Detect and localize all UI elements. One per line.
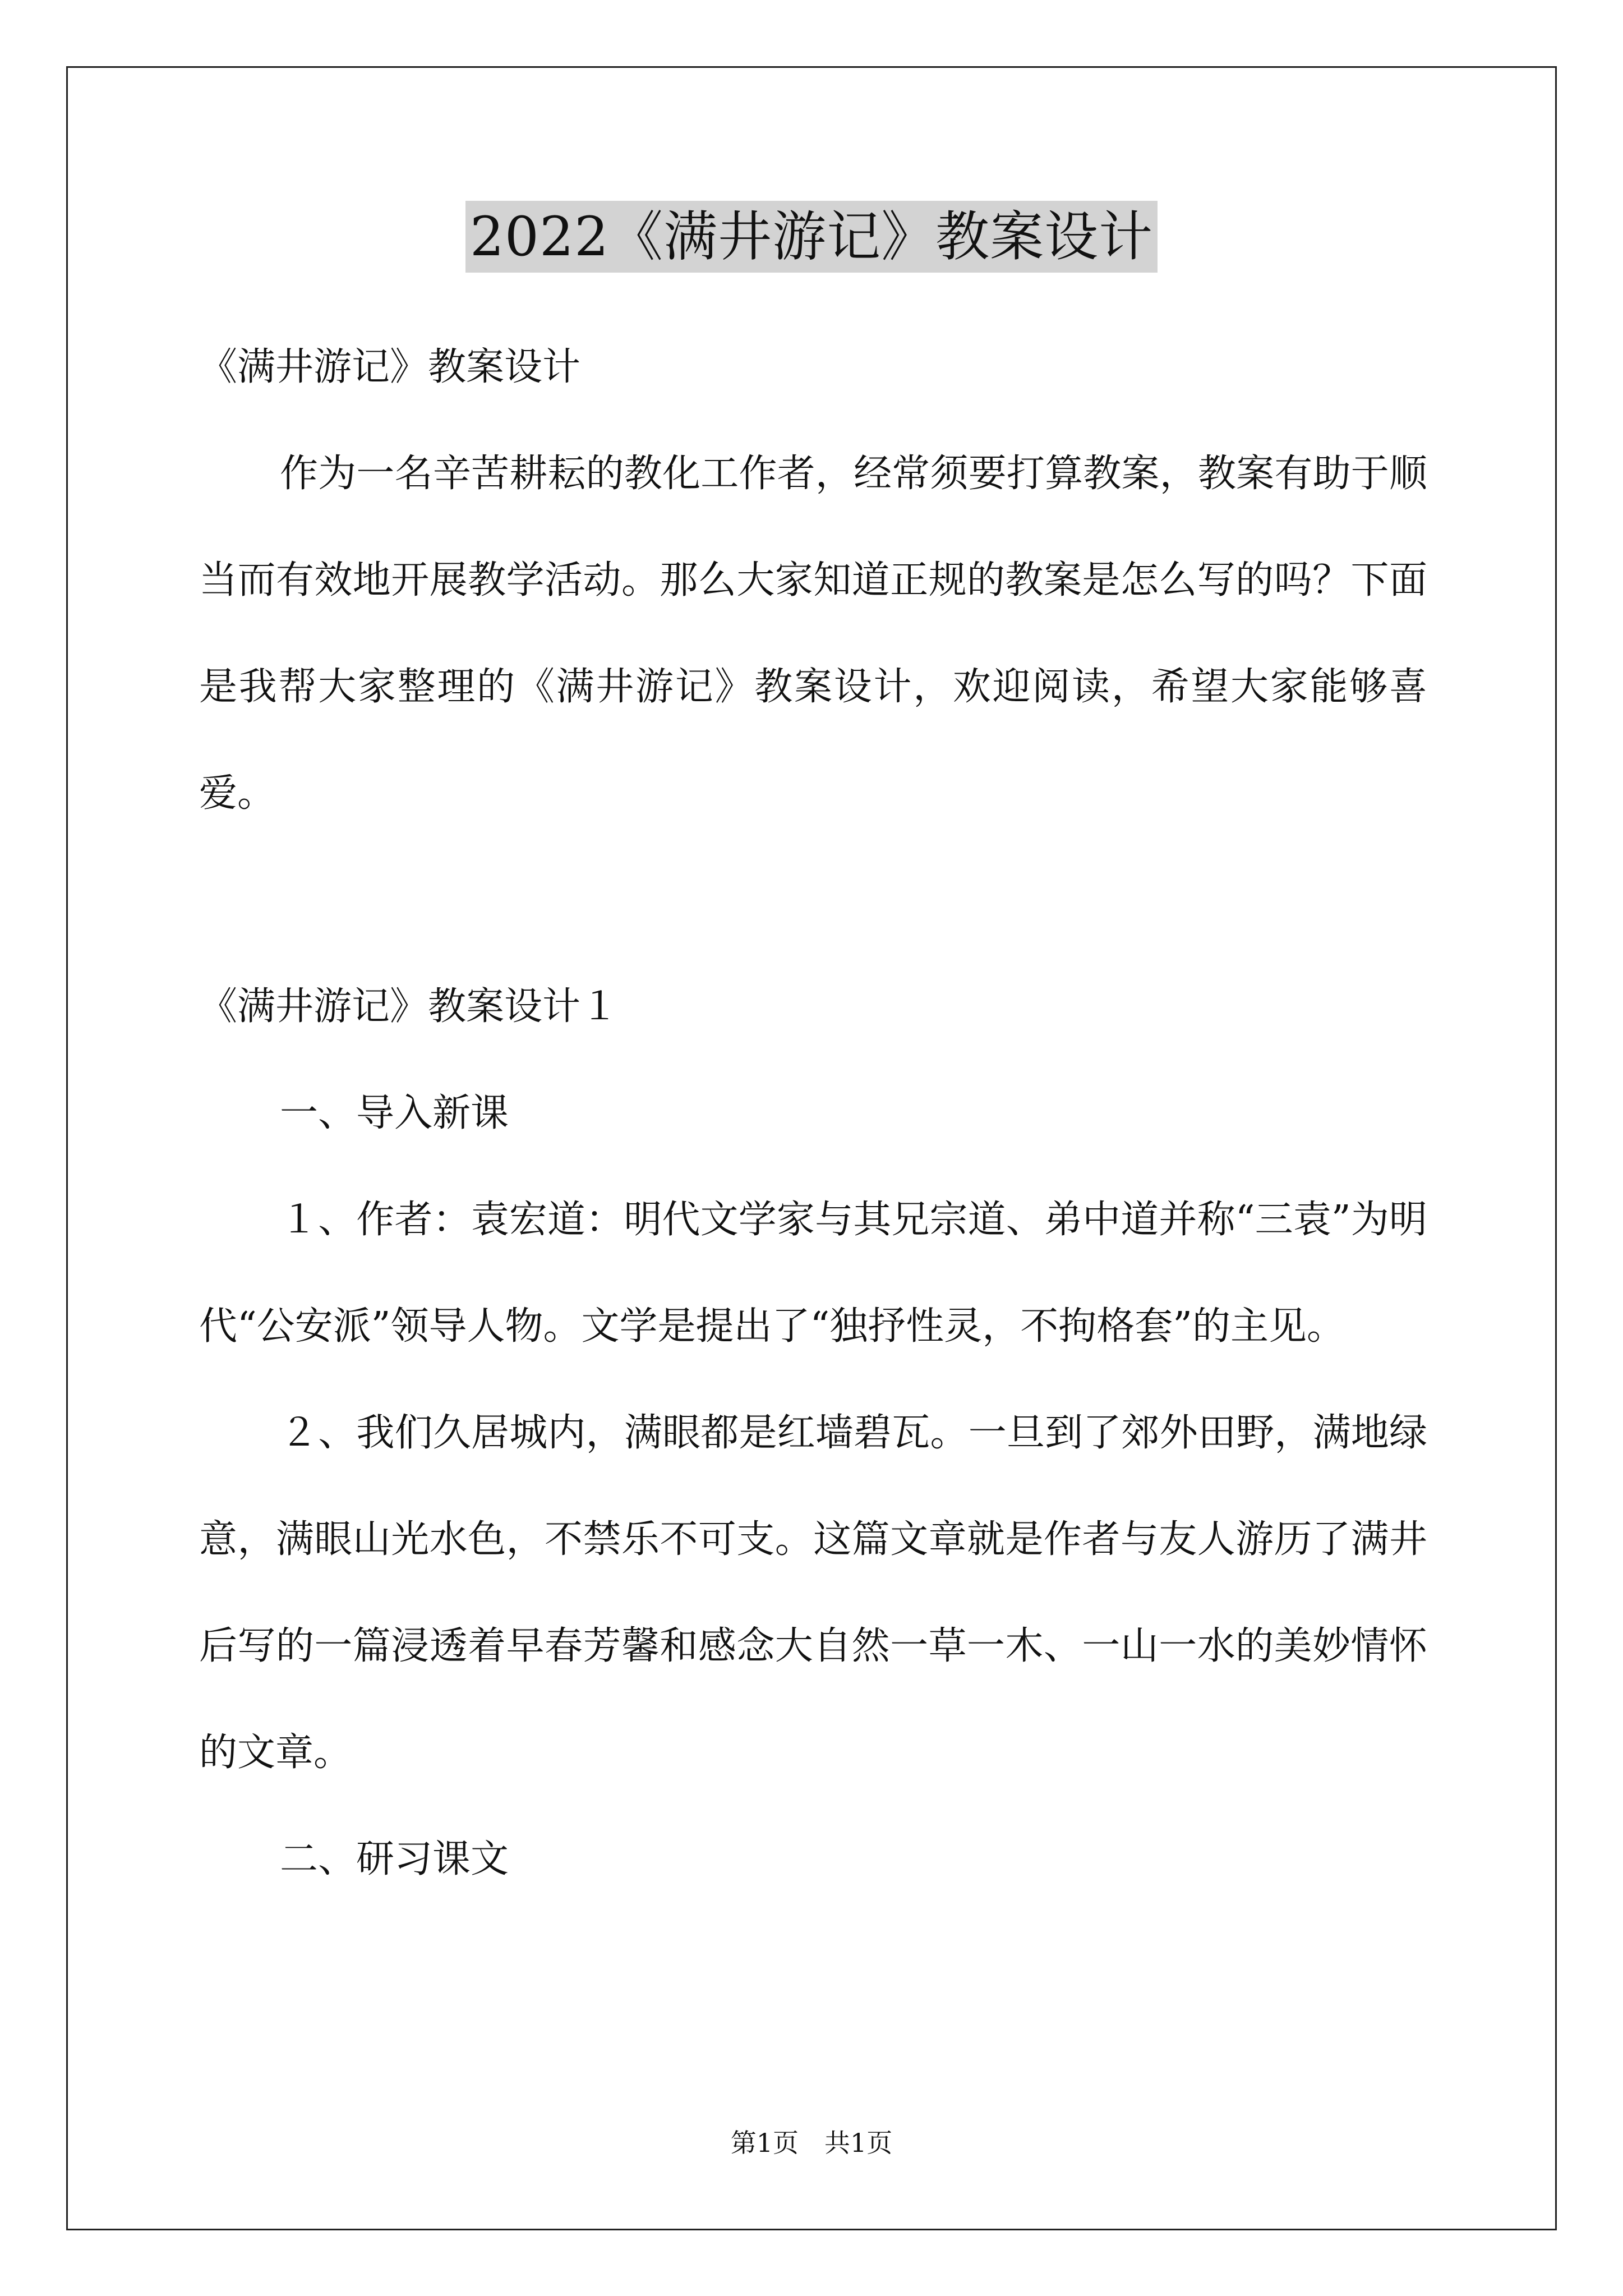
document-body bbox=[199, 314, 1427, 1913]
document-title[interactable]: 2022《满井游记》教案设计 bbox=[465, 201, 1158, 273]
item-background: ２、我们久居城内，满眼都是红墙碧瓦。一旦到了郊外田野，满地绿意，满眼山光水色，不禁乐不可支。这篇文章就是作者与友人游历了满井后写的一篇浸透着早春芳馨和感念大自然一草一木、一山一水的美妙情怀的文章。 bbox=[199, 1411, 1427, 1775]
paragraph-spacer bbox=[199, 847, 1427, 954]
page-footer: 第1页 共1页 bbox=[730, 2128, 893, 2158]
title-area bbox=[0, 201, 1623, 273]
intro-paragraph: 作为一名辛苦耕耘的教化工作者，经常须要打算教案，教案有助于顺当而有效地开展教学活动。那么大家知道正规的教案是怎么写的吗？下面是我帮大家整理的《满井游记》教案设计，欢迎阅读，希望大家能够喜爱。 bbox=[199, 452, 1427, 816]
part-heading-intro: 一、导入新课 bbox=[280, 1091, 509, 1135]
item-author: １、作者：袁宏道：明代文学家与其兄宗道、弟中道并称“三袁”为明代“公安派”领导人物。文学是提出了“独抒性灵，不拘格套”的主见。 bbox=[199, 1198, 1427, 1349]
subtitle-line: 《满井游记》教案设计 bbox=[199, 345, 581, 389]
part-heading-study: 二、研习课文 bbox=[280, 1837, 509, 1881]
section-heading: 《满井游记》教案设计１ bbox=[199, 984, 619, 1029]
